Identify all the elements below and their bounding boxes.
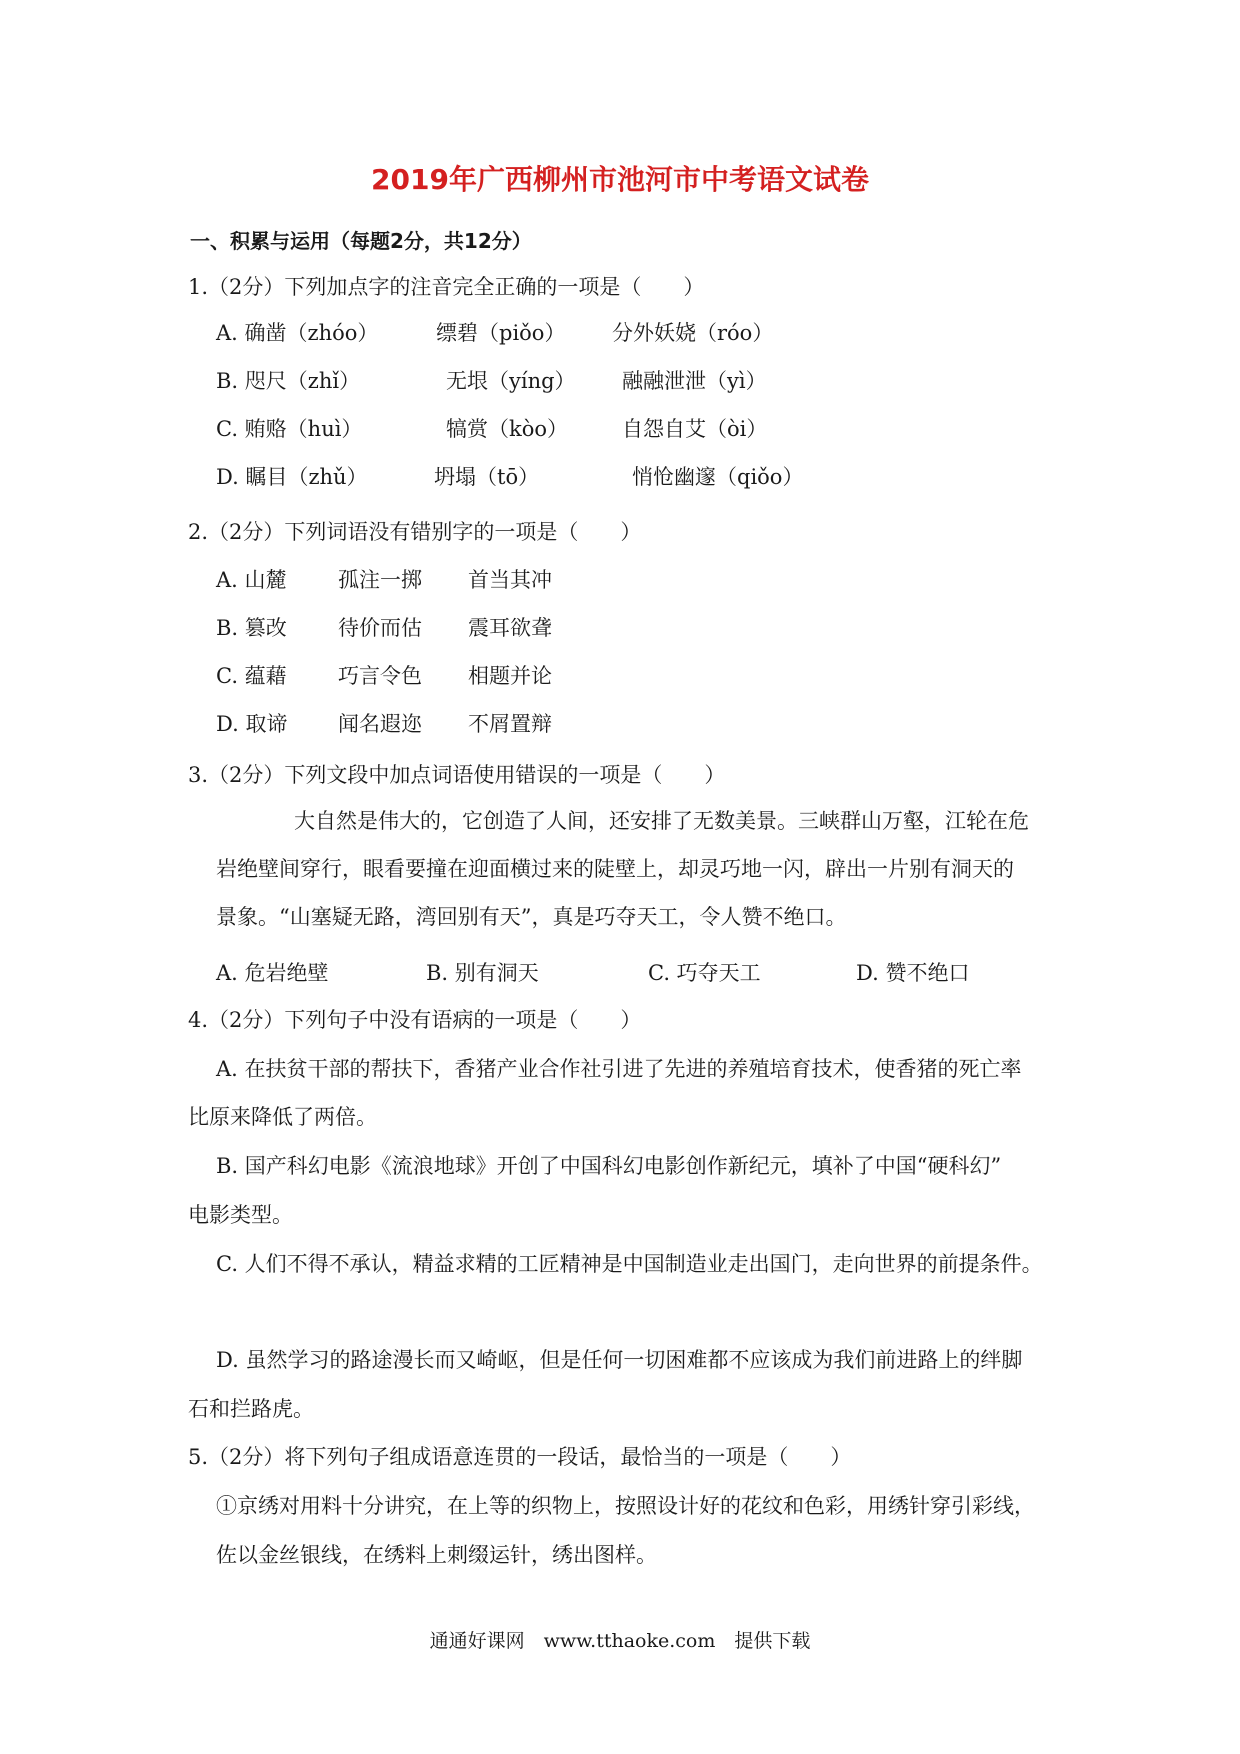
question-2-stem: 2.（2分）下列词语没有错别字的一项是（ ）	[188, 520, 642, 544]
question-1-stem: 1.（2分）下列加点字的注音完全正确的一项是（ ）	[188, 275, 705, 299]
q1-option-c-1: C. 贿赂（huì）	[216, 417, 363, 441]
q1-option-d-1: D. 瞩目（zhǔ）	[216, 465, 368, 489]
question-4-stem: 4.（2分）下列句子中没有语病的一项是（ ）	[188, 1008, 642, 1032]
q1-option-d-2: 坍塌（tō）	[434, 465, 540, 489]
q1-option-b-3: 融融泄泄（yì）	[622, 369, 767, 393]
q1-option-a-2: 缥碧（piǒo）	[436, 321, 566, 345]
page-footer: 通通好课网 www.tthaoke.com 提供下载	[429, 1630, 811, 1652]
q1-option-b-1: B. 咫尺（zhǐ）	[216, 369, 361, 393]
q3-option-a: A. 危岩绝壁	[216, 961, 329, 985]
q2-option-a-3: 首当其冲	[468, 568, 552, 592]
q5-line-1: ①京绣对用料十分讲究，在上等的织物上，按照设计好的花纹和色彩，用绣针穿引彩线，	[216, 1494, 1035, 1518]
q2-option-a-1: A. 山麓	[216, 568, 287, 592]
q3-option-c: C. 巧夺天工	[648, 961, 761, 985]
question-3-stem: 3.（2分）下列文段中加点词语使用错误的一项是（ ）	[188, 763, 726, 787]
q4-line-c: C. 人们不得不承认，精益求精的工匠精神是中国制造业走出国门，走向世界的前提条件。	[216, 1252, 1043, 1276]
q4-line-b2: 电影类型。	[188, 1203, 293, 1227]
q2-option-c-1: C. 蕴藉	[216, 664, 287, 688]
q5-line-2: 佐以金丝银线，在绣料上刺缀运针，绣出图样。	[216, 1543, 657, 1567]
q1-option-b-2: 无垠（yíng）	[446, 369, 576, 393]
q2-option-a-2: 孤注一掷	[338, 568, 422, 592]
exam-title: 2019年广西柳州市池河市中考语文试卷	[371, 163, 869, 196]
q2-option-b-3: 震耳欲聋	[468, 616, 552, 640]
q4-line-d1: D. 虽然学习的路途漫长而又崎岖，但是任何一切困难都不应该成为我们前进路上的绊脚	[216, 1348, 1023, 1372]
q1-option-a-3: 分外妖娆（róo）	[612, 321, 774, 345]
q1-option-a-1: A. 确凿（zhóo）	[216, 321, 379, 345]
q3-option-d: D. 赞不绝口	[856, 961, 970, 985]
q3-passage-line-3: 景象。“山塞疑无路，湾回别有天”，真是巧夺天工，令人赞不绝口。	[216, 905, 847, 929]
q1-option-c-2: 犒赏（kòo）	[446, 417, 569, 441]
section-heading: 一、积累与运用（每题2分，共12分）	[190, 229, 532, 253]
q2-option-c-2: 巧言令色	[338, 664, 422, 688]
q1-option-d-3: 悄怆幽邃（qiǒo）	[632, 465, 804, 489]
q2-option-b-2: 待价而估	[338, 616, 422, 640]
q2-option-c-3: 相题并论	[468, 664, 552, 688]
q3-passage-line-2: 岩绝壁间穿行，眼看要撞在迎面横过来的陡壁上，却灵巧地一闪，辟出一片别有洞天的	[216, 857, 1014, 881]
q3-option-b: B. 别有洞天	[426, 961, 539, 985]
q2-option-d-1: D. 取谛	[216, 712, 288, 736]
q3-passage-line-1: 大自然是伟大的，它创造了人间，还安排了无数美景。三峡群山万壑，江轮在危	[294, 809, 1029, 833]
q1-option-c-3: 自怨自艾（òi）	[622, 417, 768, 441]
question-5-stem: 5.（2分）将下列句子组成语意连贯的一段话，最恰当的一项是（ ）	[188, 1445, 852, 1469]
q4-line-d2: 石和拦路虎。	[188, 1397, 314, 1421]
q4-line-a1: A. 在扶贫干部的帮扶下，香猪产业合作社引进了先进的养殖培育技术，使香猪的死亡率	[216, 1057, 1022, 1081]
q2-option-b-1: B. 篡改	[216, 616, 287, 640]
q4-line-b1: B. 国产科幻电影《流浪地球》开创了中国科幻电影创作新纪元，填补了中国“硬科幻”	[216, 1154, 1002, 1178]
q4-line-a2: 比原来降低了两倍。	[188, 1105, 377, 1129]
q2-option-d-3: 不屑置辩	[468, 712, 552, 736]
q2-option-d-2: 闻名遐迩	[338, 712, 422, 736]
